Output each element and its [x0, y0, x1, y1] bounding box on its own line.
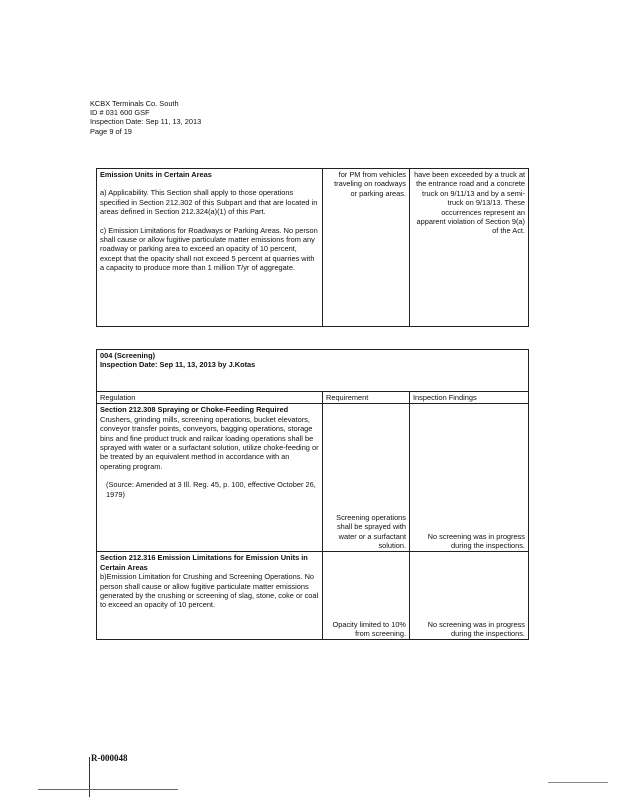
- scan-artifact-line: [89, 757, 90, 797]
- col-header-findings: Inspection Findings: [410, 392, 529, 404]
- regulation-cell: [97, 552, 323, 640]
- section-body: b)Emission Limitation for Crushing and Screening Operations. No person shall cause or allow fugitive particulate matter emissions generated by the crushing or screening of slag, stone, coke or coal to exceed an opacity of 10 percent.: [100, 572, 319, 610]
- header-id: ID # 031 600 GSF: [90, 108, 150, 118]
- page-header: [90, 99, 201, 136]
- requirement-cell: Screening operations shall be sprayed with water or a surfactant solution.: [323, 404, 410, 552]
- scan-artifact-line: [548, 782, 608, 783]
- findings-cell: have been exceeded by a truck at the entrance road and a concrete truck on 9/11/13 and by a semi-truck on 9/13/13. These occurrences represent an apparent violation of Section 9(a) of the Act.: [410, 169, 529, 327]
- header-page-number: Page 9 of 19: [90, 126, 132, 136]
- screening-table: [96, 349, 529, 640]
- table-row: [97, 552, 529, 640]
- regulation-cell: [97, 169, 323, 327]
- col-header-requirement: Requirement: [323, 392, 410, 404]
- col-header-regulation: Regulation: [97, 392, 323, 404]
- inspection-date-line: Inspection Date: Sep 11, 13, 2013 by J.Kotas: [100, 360, 256, 370]
- header-inspection-date: Inspection Date: Sep 11, 13, 2013: [90, 117, 202, 127]
- roadway-limitations-paragraph: c) Emission Limitations for Roadways or Parking Areas. No person shall cause or allow fugitive particulate matter emissions from any roadway or parking area to exceed an opacity of 10 percent, except that the opacity shall not exceed 5 percent at quarries with a capacity to produce more than 1 million T/yr of aggregate.: [100, 225, 318, 273]
- header-company: KCBX Terminals Co. South: [90, 99, 179, 108]
- source-note: (Source: Amended at 3 Ill. Reg. 45, p. 100, effective October 26, 1979): [106, 480, 316, 499]
- unit-title: 004 (Screening): [100, 351, 156, 360]
- column-header-row: [97, 392, 529, 404]
- section-heading: Section 212.316 Emission Limitations for Emission Units in Certain Areas: [100, 553, 308, 572]
- findings-cell: No screening was in progress during the inspections.: [410, 404, 529, 552]
- section-heading: Emission Units in Certain Areas: [100, 170, 212, 179]
- findings-cell: No screening was in progress during the inspections.: [410, 552, 529, 640]
- regulation-cell: [97, 404, 323, 552]
- unit-header-cell: [97, 350, 529, 392]
- table-row: [97, 169, 529, 327]
- section-body: Crushers, grinding mills, screening operations, bucket elevators, conveyor transfer points, conveyors, bagging operations, storage bins and fine product truck and railcar loading operations shall be sprayed with water or a surfactant solution, utilize choke-feeding or be treated by an equivalent method in accordance with an operating program.: [100, 414, 319, 471]
- scan-artifact-line: [38, 789, 178, 790]
- table-row: [97, 350, 529, 392]
- requirement-cell: Opacity limited to 10% from screening.: [323, 552, 410, 640]
- applicability-paragraph: a) Applicability. This Section shall apply to those operations specified in Section 212.302 of this Subpart and that are located in areas defined in Section 212.324(a)(1) of this Part.: [100, 188, 318, 217]
- requirement-cell: for PM from vehicles traveling on roadways or parking areas.: [323, 169, 410, 327]
- table-row: [97, 404, 529, 552]
- section-heading: Section 212.308 Spraying or Choke-Feeding Required: [100, 405, 289, 415]
- bates-number: R-000048: [91, 753, 128, 763]
- emission-units-table: [96, 168, 529, 327]
